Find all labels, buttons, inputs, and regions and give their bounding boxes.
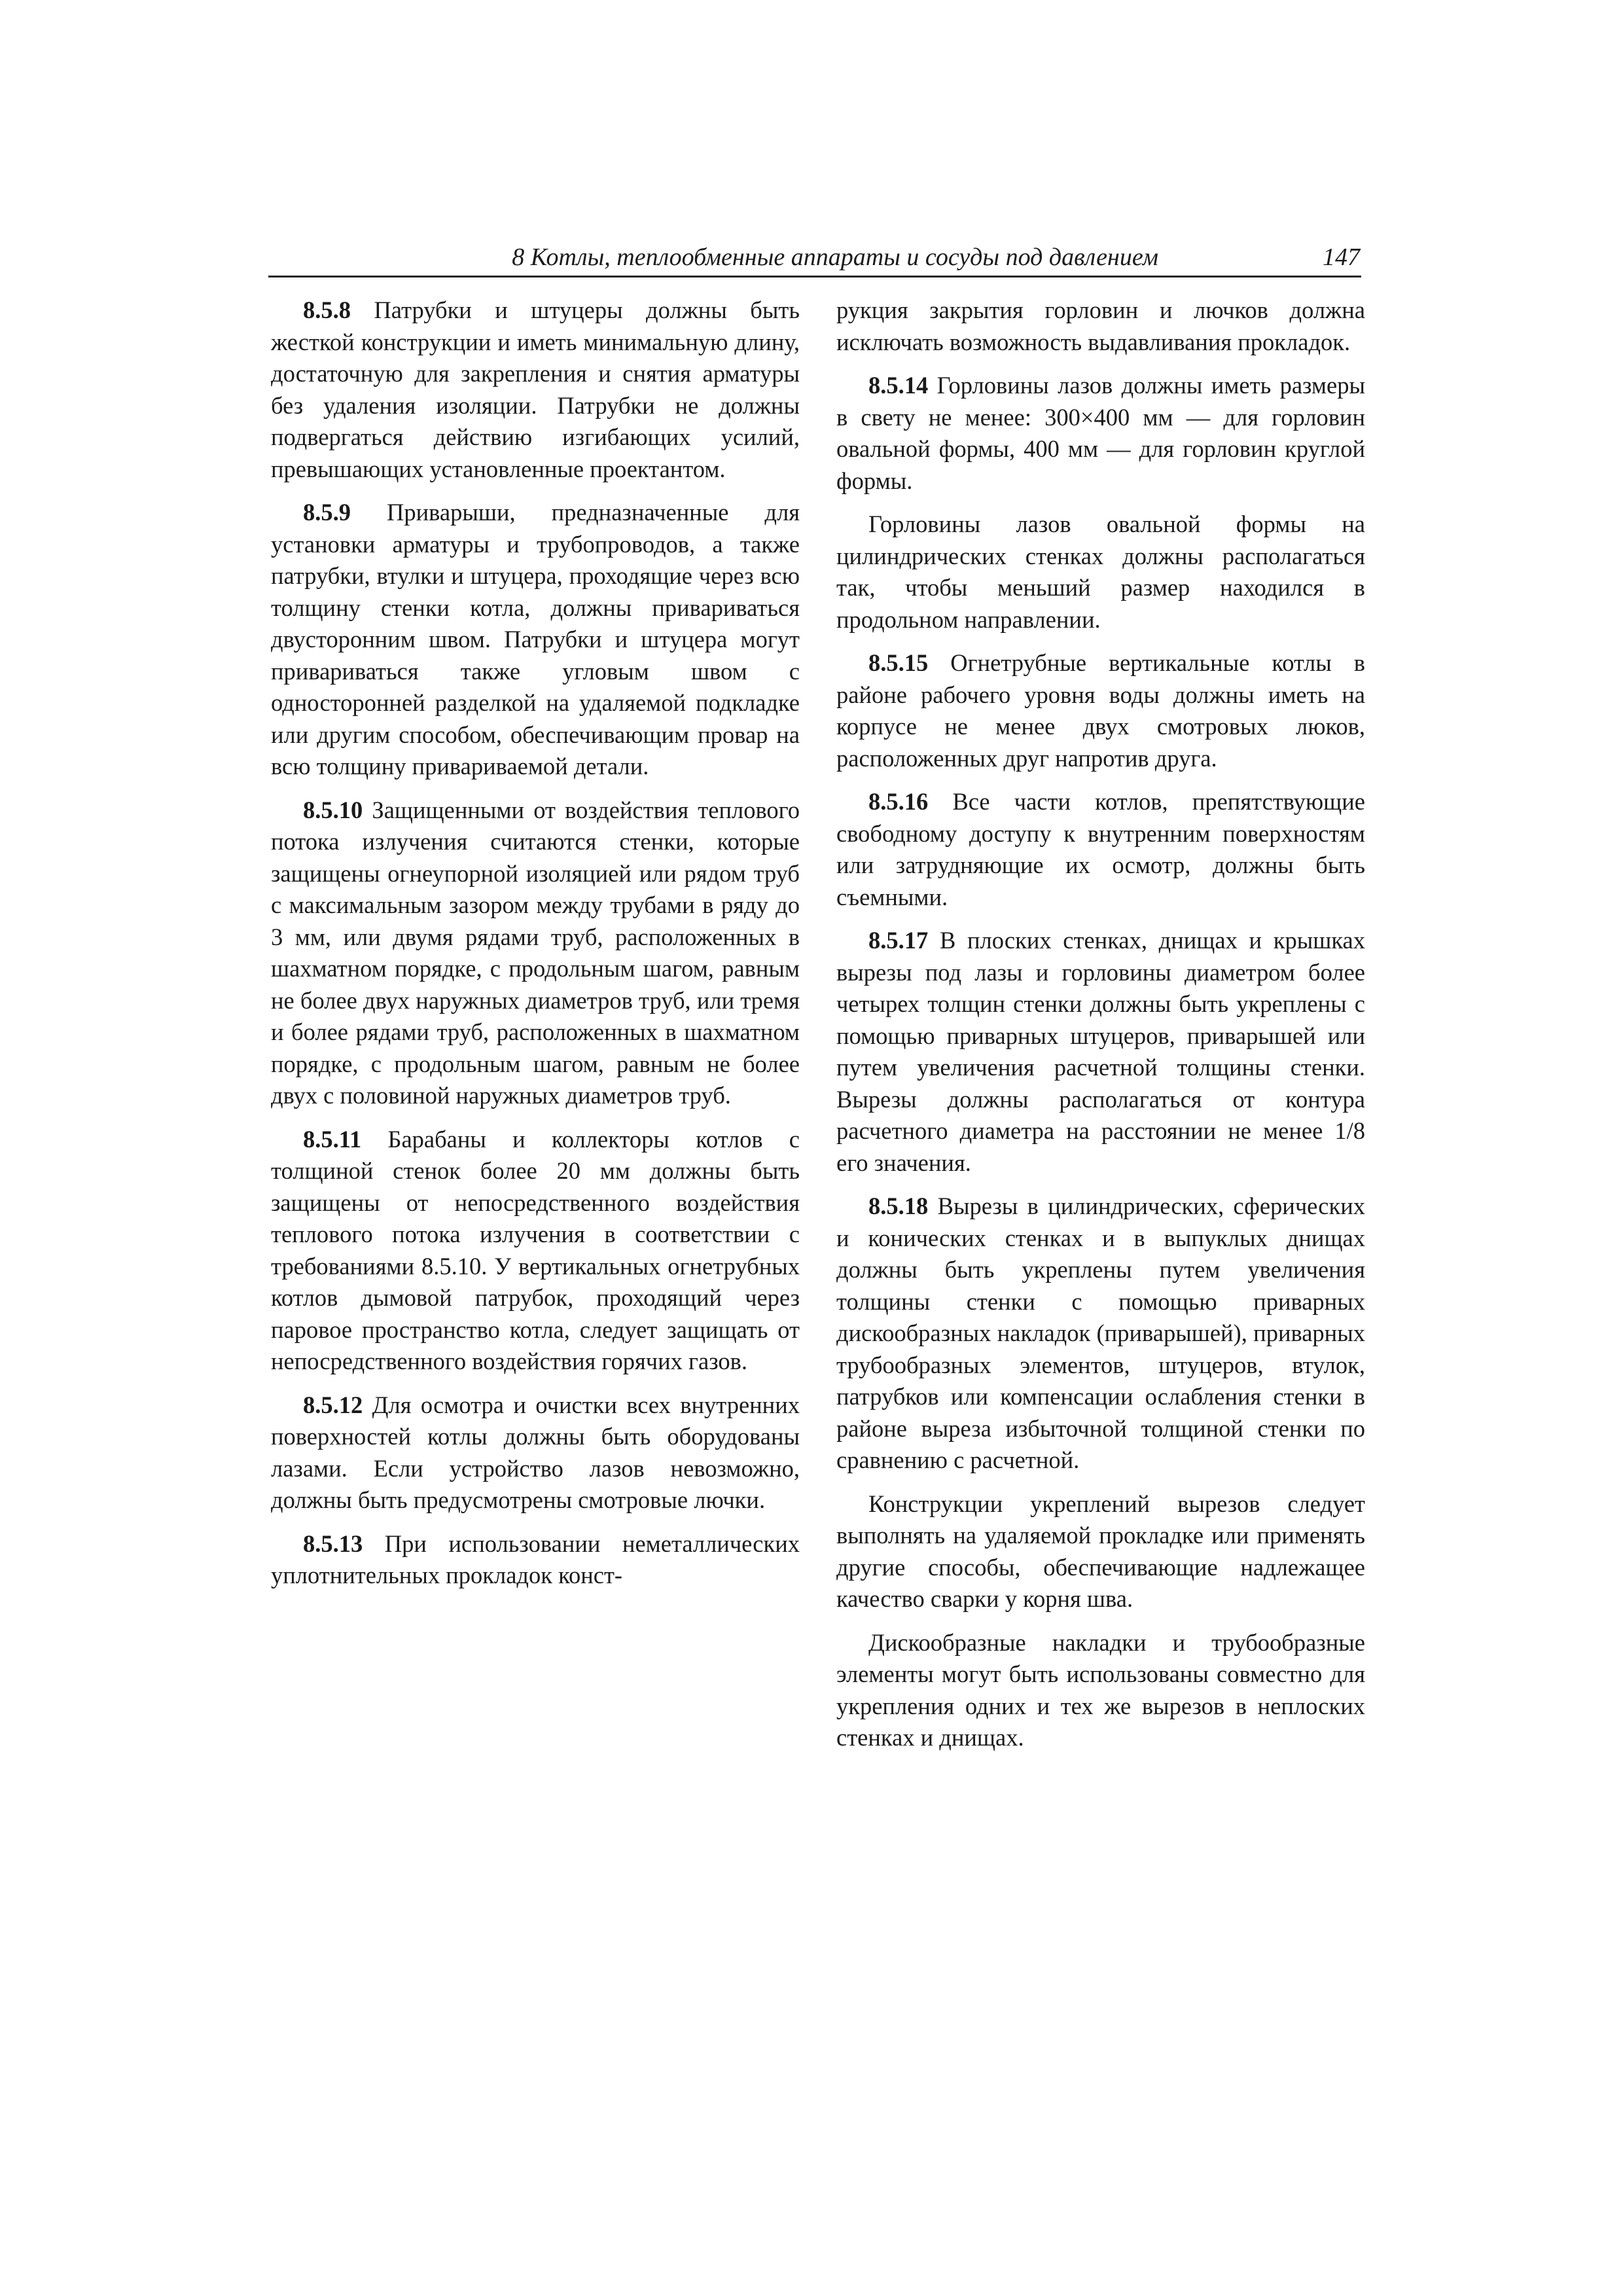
clause-number: 8.5.9 <box>303 499 351 526</box>
paragraph <box>271 295 800 485</box>
clause-number: 8.5.10 <box>303 796 363 823</box>
page-number: 147 <box>1323 243 1360 271</box>
paragraph <box>271 1390 800 1516</box>
paragraph-text: Приварыши, предназначенные для установки арматуры и трубопроводов, а также патрубки, втулки и штуцера, проходящие через всю толщину стенки котла, должны привариваться двусторонним швом. Патрубки и штуцера могут привариваться также угловым швом с односторонней разделкой на удаляемой подкладке или другим способом, обеспечивающим провар на всю толщину привариваемой детали. <box>271 499 800 780</box>
paragraph-text: Горловины лазов овальной формы на цилиндрических стенках должны располагаться так, чтобы меньший размер находился в продольном направлении. <box>836 511 1365 633</box>
paragraph-text: Дискообразные накладки и трубообразные элементы могут быть использованы совместно для укрепления одних и тех же вырезов в неплоских стенках и днищах. <box>836 1628 1365 1751</box>
clause-number: 8.5.14 <box>868 372 929 399</box>
paragraph <box>271 1528 800 1592</box>
paragraph-text: Горловины лазов должны иметь размеры в свету не менее: 300×400 мм — для горловин овальной формы, 400 мм — для горловин круглой формы. <box>836 372 1365 494</box>
clause-number: 8.5.17 <box>868 927 929 954</box>
paragraph <box>836 1191 1365 1477</box>
clause-number: 8.5.8 <box>303 296 351 323</box>
paragraph <box>836 786 1365 913</box>
paragraph <box>271 795 800 1112</box>
paragraph <box>836 370 1365 497</box>
paragraph <box>836 509 1365 636</box>
clause-number: 8.5.11 <box>303 1125 362 1153</box>
paragraph <box>836 1488 1365 1615</box>
paragraph-text: Барабаны и коллекторы котлов с толщиной стенок более 20 мм должны быть защищены от непосредственного воздействия теплового потока излучения в соответствии с требованиями 8.5.10. У вертикальных огнетрубных котлов дымовой патрубок, проходящий через паровое пространство котла, следует защищать от непосредственного воздействия горячих газов. <box>271 1125 800 1374</box>
paragraph <box>836 647 1365 774</box>
clause-number: 8.5.18 <box>868 1193 929 1219</box>
paragraph-text: Конструкции укреплений вырезов следует выполнять на удаляемой прокладке или применять другие способы, обеспечивающие надлежащее качество сварки у корня шва. <box>836 1490 1365 1612</box>
paragraph <box>271 497 800 783</box>
paragraph-text: В плоских стенках, днищах и крышках вырезы под лазы и горловины диаметром более четырех толщин стенки должны быть укреплены с помощью приварных штуцеров, приварышей или путем увеличения расчетной толщины стенки. Вырезы должны располагаться от контура расчетного диаметра на расстоянии не менее 1/8 его значения. <box>836 927 1365 1176</box>
clause-number: 8.5.16 <box>868 788 929 815</box>
paragraph-text: Для осмотра и очистки всех внутренних поверхностей котлы должны быть оборудованы лазами. Если устройство лазов невозможно, должны быть предусмотрены смотровые лючки. <box>271 1391 800 1513</box>
paragraph-text: Все части котлов, препятствующие свободному доступу к внутренним поверхностям или затрудняющие их осмотр, должны быть съемными. <box>836 788 1365 910</box>
paragraph <box>836 925 1365 1179</box>
paragraph <box>836 1627 1365 1754</box>
paragraph-text: рукция закрытия горловин и лючков должна исключать возможность выдавливания прокладок. <box>836 296 1365 355</box>
paragraph-text: Защищенными от воздействия теплового потока излучения считаются стенки, которые защищены огнеупорной изоляцией или рядом труб с максимальным зазором между трубами в ряду до 3 мм, или двумя рядами труб, расположенных в шахматном порядке, с продольным шагом, равным не более двух наружных диаметров труб, или тремя и более рядами труб, расположенных в шахматном порядке, с продольным шагом, равным не более двух с половиной наружных диаметров труб. <box>271 796 800 1109</box>
left-column <box>271 295 800 1604</box>
running-header <box>268 239 1361 278</box>
clause-number: 8.5.13 <box>303 1530 363 1557</box>
clause-number: 8.5.12 <box>303 1391 363 1418</box>
paragraph-continuation <box>836 295 1365 358</box>
paragraph-text: При использовании неметаллических уплотнительных прокладок конст- <box>271 1530 800 1588</box>
paragraph <box>271 1124 800 1378</box>
clause-number: 8.5.15 <box>868 649 929 676</box>
paragraph-text: Вырезы в цилиндрических, сферических и конических стенках и в выпуклых днищах должны быть укреплены путем увеличения толщины стенки с помощью приварных дискообразных накладок (приварышей), приварных трубообразных элементов, штуцеров, втулок, патрубков или компенсации ослабления стенки в районе выреза избыточной толщиной стенки по сравнению с расчетной. <box>836 1193 1366 1473</box>
paragraph-text: Огнетрубные вертикальные котлы в районе рабочего уровня воды должны иметь на корпусе не менее двух смотровых люков, расположенных друг напротив друга. <box>836 649 1366 772</box>
right-column <box>836 295 1365 1766</box>
chapter-title: 8 Котлы, теплообменные аппараты и сосуды под давлением <box>512 243 1158 271</box>
paragraph-text: Патрубки и штуцеры должны быть жесткой конструкции и иметь минимальную длину, достаточную для закрепления и снятия арматуры без удаления изоляции. Патрубки не должны подвергаться действию изгибающих усилий, превышающих установленные проектантом. <box>271 296 800 482</box>
